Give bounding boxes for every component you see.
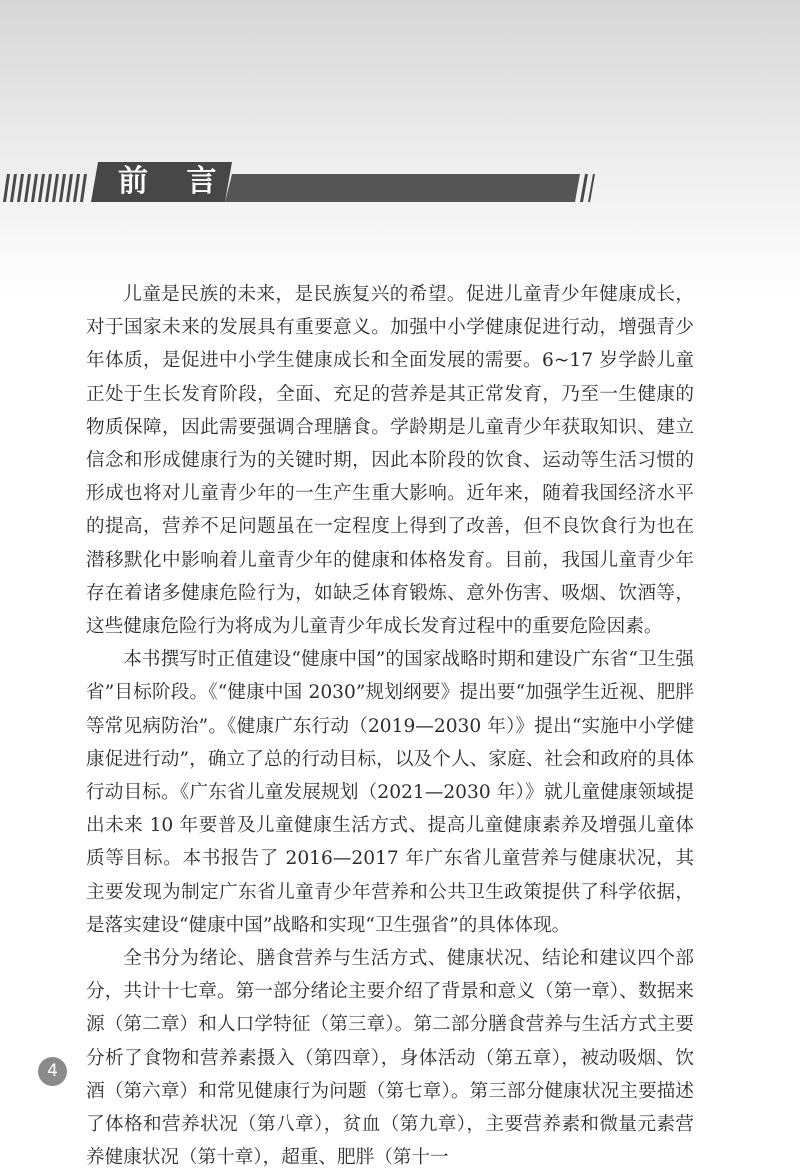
paragraph: 儿童是民族的未来，是民族复兴的希望。促进儿童青少年健康成长，对于国家未来的发展具有重要意义。加强中小学健康促进行动，增强青少年体质，是促进中小学生健康成长和全面发展的需要。6~17 岁学龄儿童正处于生长发育阶段，全面、充足的营养是其正常发育，乃至一生健康的物质保障，因此需要强调合理膳食。学龄期是儿童青少年获取知识、建立信念和形成健康行为的关键时期，因此本阶段的饮食、运动等生活习惯的形成也将对儿童青少年的一生产生重大影响。近年来，随着我国经济水平的提高，营养不足问题虽在一定程度上得到了改善，但不良饮食行为也在潜移默化中影响着儿童青少年的健康和体格发育。目前，我国儿童青少年存在着诸多健康危险行为，如缺乏体育锻炼、意外伤害、吸烟、饮酒等，这些健康危险行为将成为儿童青少年成长发育过程中的重要危险因素。 (86, 284, 694, 638)
header-background (0, 0, 800, 300)
paragraph: 全书分为绪论、膳食营养与生活方式、健康状况、结论和建议四个部分，共计十七章。第一部分绪论主要介绍了背景和意义（第一章）、数据来源（第二章）和人口学特征（第三章）。第二部分膳食营养与生活方式主要分析了食物和营养素摄入（第四章），身体活动（第五章），被动吸烟、饮酒（第六章）和常见健康行为问题（第七章）。第三部分健康状况主要描述了体格和营养状况（第八章），贫血（第九章），主要营养素和微量元素营养健康状况（第十章），超重、肥胖（第十一 (86, 948, 694, 1169)
paragraph: 本书撰写时正值建设“健康中国”的国家战略时期和建设广东省“卫生强省”目标阶段。《“健康中国 2030”规划纲要》提出要“加强学生近视、肥胖等常见病防治”。《健康广东行动（2019—2030 年）》提出“实施中小学健康促进行动”，确立了总的行动目标，以及个人、家庭、社会和政府的具体行动目标。《广东省儿童发展规划（2021—2030 年）》就儿童健康领域提出未来 10 年要普及儿童健康生活方式、提高儿童健康素养及增强儿童体质等目标。本书报告了 2016—2017 年广东省儿童营养与健康状况，其主要发现为制定广东省儿童青少年营养和公共卫生政策提供了科学依据，是落实建设“健康中国”战略和实现“卫生强省”的具体体现。 (86, 649, 694, 936)
preface-body (86, 278, 694, 1174)
page-number-badge: 4 (38, 1057, 67, 1086)
page-title: 前 言 (118, 164, 231, 199)
